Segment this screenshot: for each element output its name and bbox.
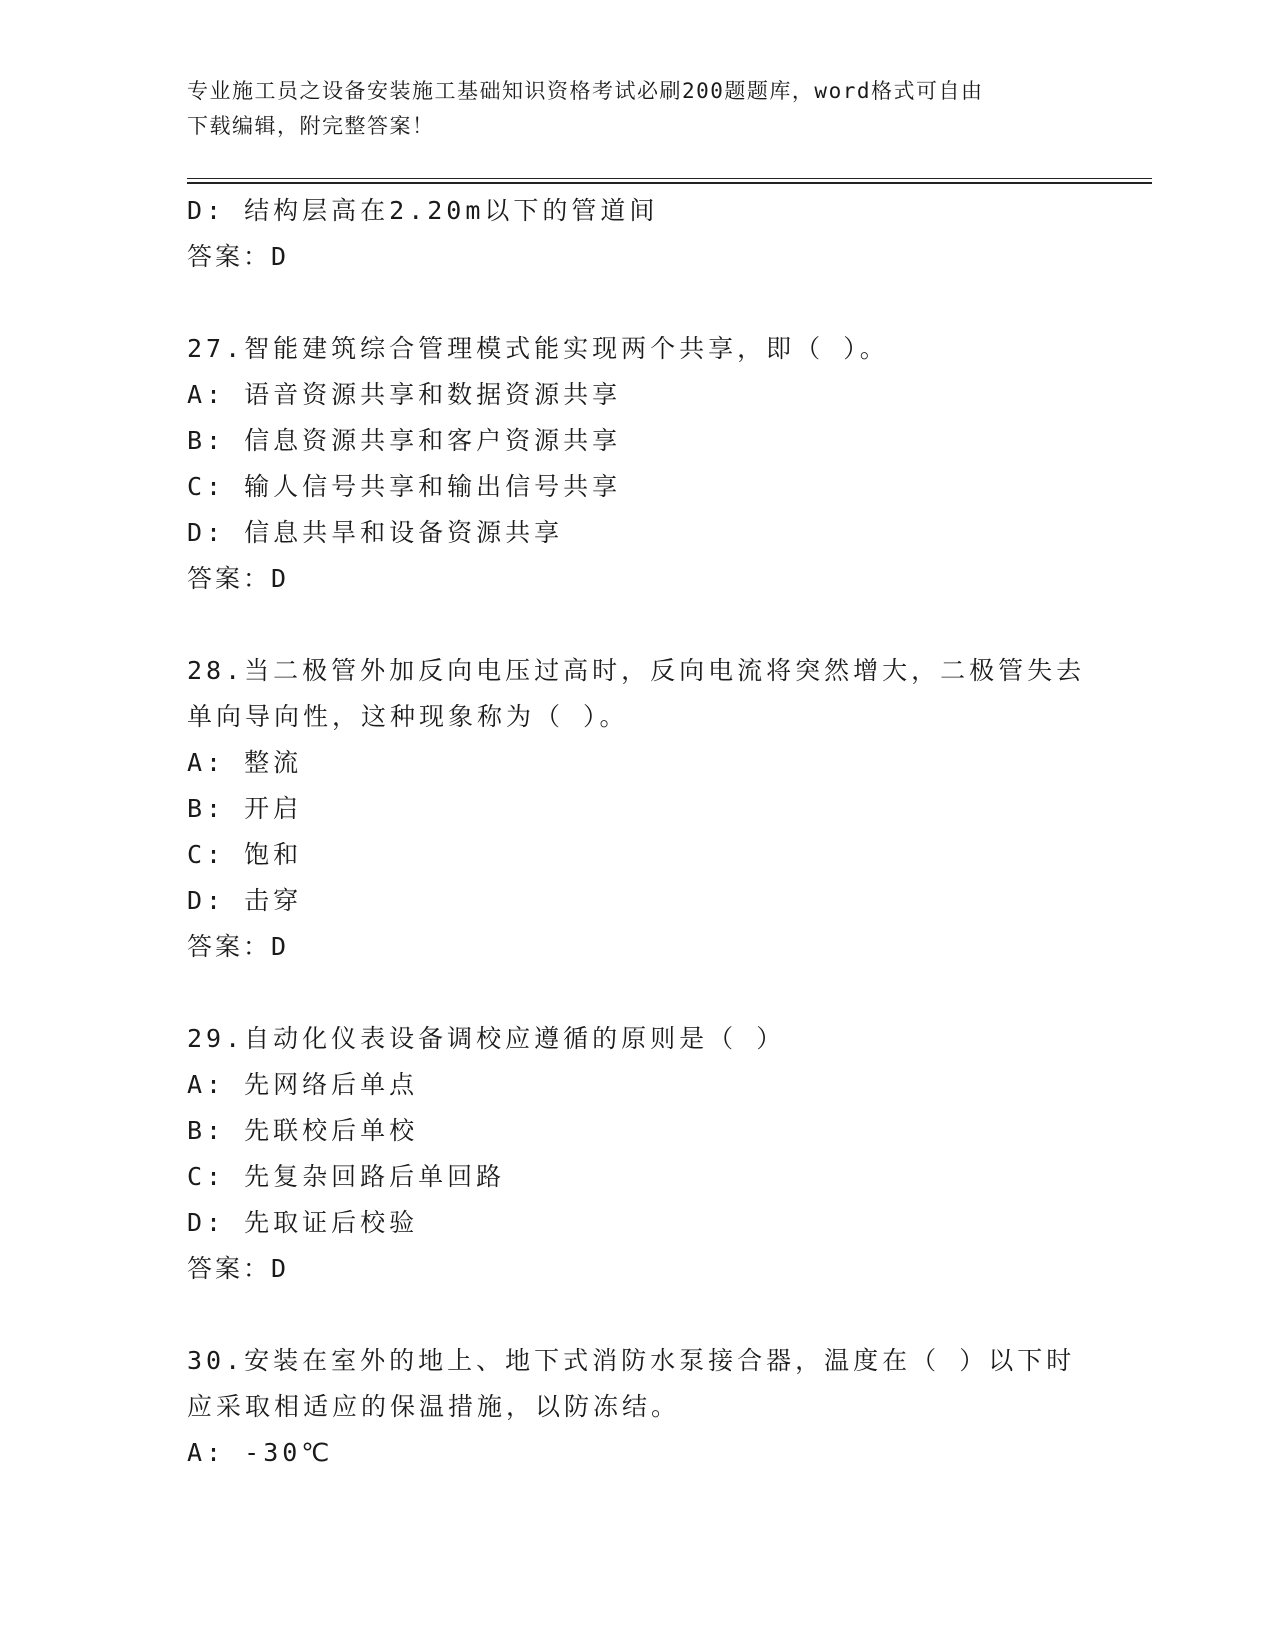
header-line-1: 专业施工员之设备安装施工基础知识资格考试必刷200题题库，word格式可自由 — [187, 79, 984, 103]
q28-answer: 答案：D — [187, 932, 290, 961]
q27-stem: 27.智能建筑综合管理模式能实现两个共享，即（ ）。 — [187, 334, 889, 363]
header-divider-thick — [187, 182, 1152, 184]
q29-option-a: A: 先网络后单点 — [187, 1070, 419, 1099]
q28-option-c: C: 饱和 — [187, 840, 303, 869]
q29-stem: 29.自动化仪表设备调校应遵循的原则是（ ） — [187, 1024, 786, 1053]
q29-option-d: D: 先取证后校验 — [187, 1208, 419, 1237]
q26-answer: 答案：D — [187, 242, 290, 271]
q29-option-c: C: 先复杂回路后单回路 — [187, 1162, 506, 1191]
q28-option-a: A: 整流 — [187, 748, 303, 777]
q27-option-a: A: 语音资源共享和数据资源共享 — [187, 380, 622, 409]
header-line-2: 下载编辑，附完整答案！ — [187, 114, 435, 138]
q29-option-b: B: 先联校后单校 — [187, 1116, 419, 1145]
question-list — [187, 188, 1087, 1476]
q28-stem-line-2: 单向导向性，这种现象称为（ ）。 — [187, 702, 629, 731]
q28-option-b: B: 开启 — [187, 794, 303, 823]
q27-option-c: C: 输人信号共享和输出信号共享 — [187, 472, 622, 501]
document-header — [187, 74, 1067, 144]
q30-stem-line-2: 应采取相适应的保温措施，以防冻结。 — [187, 1392, 681, 1421]
header-divider-thin — [187, 178, 1152, 179]
q29-answer: 答案：D — [187, 1254, 290, 1283]
q27-answer: 答案：D — [187, 564, 290, 593]
q28-stem-line-1: 28.当二极管外加反向电压过高时，反向电流将突然增大，二极管失去 — [187, 656, 1086, 685]
q26-option-d: D: 结构层高在2.20m以下的管道间 — [187, 196, 659, 225]
q27-option-b: B: 信息资源共享和客户资源共享 — [187, 426, 622, 455]
q30-stem-line-1: 30.安装在室外的地上、地下式消防水泵接合器，温度在（ ）以下时 — [187, 1346, 1076, 1375]
q30-option-a: A: -30℃ — [187, 1438, 334, 1467]
q27-option-d: D: 信息共旱和设备资源共享 — [187, 518, 564, 547]
q28-option-d: D: 击穿 — [187, 886, 303, 915]
